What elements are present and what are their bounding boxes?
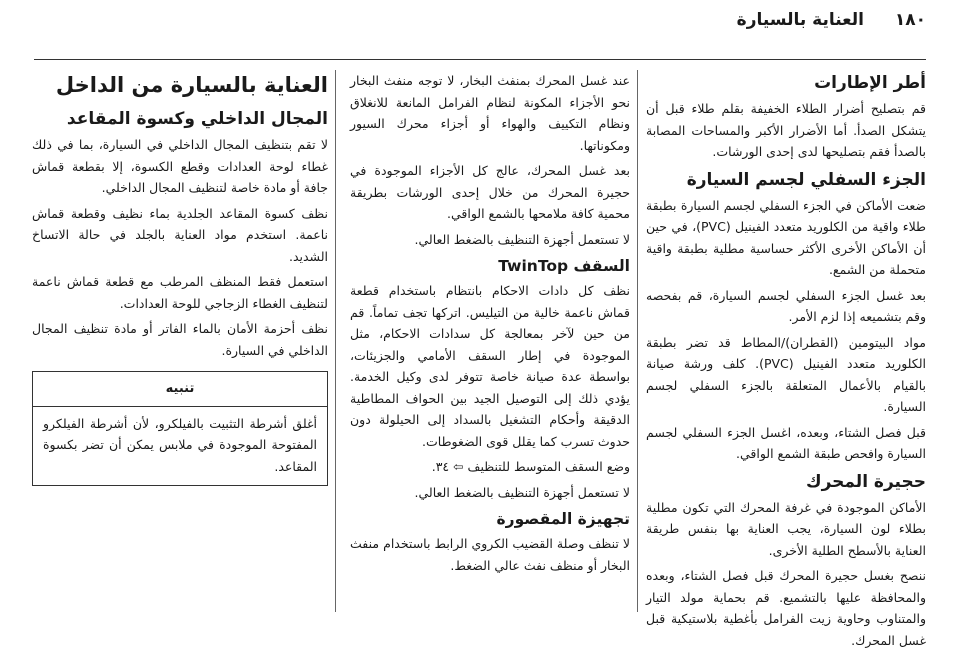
paragraph: بعد غسل المحرك، عالج كل الأجزاء الموجودة في حجيرة المحرك من خلال إحدى الورشات بطريقة محمية كافة ملامحها بالشمع الواقي. bbox=[350, 163, 630, 221]
section-title: العناية بالسيارة من الداخل bbox=[55, 73, 328, 97]
right-column bbox=[646, 70, 926, 655]
heading-twintop: السقف TwinTop bbox=[498, 257, 630, 275]
left-column bbox=[32, 70, 328, 486]
page-title: العناية بالسيارة bbox=[736, 10, 864, 30]
heading-interior: المجال الداخلي وكسوة المقاعد bbox=[66, 109, 328, 129]
header-divider bbox=[34, 59, 926, 60]
paragraph: نظف أحزمة الأمان بالماء الفاتر أو مادة تنظيف المجال الداخلي في السيارة. bbox=[32, 321, 328, 358]
notice-text: أغلق أشرطة التثبيت بالفيلكرو، لأن أشرطة الفيلكرو المفتوحة الموجودة في ملابس يمكن أن تضر بكسوة المقاعد. bbox=[43, 415, 317, 474]
paragraph: لا تقم بتنظيف المجال الداخلي في السيارة، بما في ذلك غطاء لوحة العدادات وقطع الكسوة، إلا بقطعة قماش جافة أو مادة خاصة لتنظيف المجال الداخلي. bbox=[32, 137, 328, 195]
paragraph: استعمل فقط المنظف المرطب مع قطعة قماش ناعمة لتنظيف الغطاء الزجاجي للوحة العدادات. bbox=[32, 274, 328, 311]
heading-underbody: الجزء السفلي لجسم السيارة bbox=[686, 169, 926, 190]
paragraph: لا تستعمل أجهزة التنظيف بالضغط العالي. bbox=[414, 484, 630, 500]
paragraph: مواد البيتومين (القطران)/المطاط قد تضر بطبقة الكلوريد متعدد الفينيل (PVC). كلف ورشة صيانة بالقيام بالأعمال المتعلقة بالجزء السفلي لجسم السيارة. bbox=[646, 334, 926, 414]
paragraph: ضعت الأماكن في الجزء السفلي لجسم السيارة بطبقة طلاء واقية من الكلوريد متعدد الفينيل (PVC)، في حين أن الأماكن الأخرى الأكثر حساسية مطلية بطبقة واقية متحملة من الشمع. bbox=[646, 197, 926, 277]
heading-outer: أطر الإطارات bbox=[814, 73, 926, 93]
paragraph: الأماكن الموجودة في غرفة المحرك التي تكون مطلية بطلاء لون السيارة، يجب العناية بها بنفس طريقة العناية بالأسطح الطلية الأخرى. bbox=[646, 499, 926, 558]
notice-title: تنبيه bbox=[33, 372, 327, 407]
paragraph: وضع السقف المتوسط للتنظيف ⇦ ٣٤. bbox=[431, 459, 630, 474]
column-divider bbox=[637, 70, 638, 612]
paragraph: لا تنظف وصلة القضيب الكروي الرابط باستخدام منفث البخار أو منظف نفث عالي الضغط. bbox=[350, 536, 630, 573]
paragraph: عند غسل المحرك بمنفث البخار، لا توجه منفث البخار نحو الأجزاء المكونة لنظام الفرامل المانعة للانغلاق ونظام التكييف والهواء أو أجزاء محرك السيور ومكوناتها. bbox=[350, 73, 630, 153]
paragraph: لا تستعمل أجهزة التنظيف بالضغط العالي. bbox=[414, 231, 630, 247]
column-divider bbox=[335, 70, 336, 612]
paragraph: ننصح بغسل حجيرة المحرك قبل فصل الشتاء، وبعده والمحافظة عليها بالتشميع. قم بحماية مولد التيار والمتناوب وحاوية زيت الفرامل بأغطية بلاستيكية قبل غسل المحرك. bbox=[646, 568, 926, 648]
heading-engine: حجيرة المحرك bbox=[806, 471, 926, 492]
paragraph: نظف كل دادات الاحكام بانتظام باستخدام قطعة قماش ناعمة خالية من التيليس. اتركها تجف تماماً. قم من حين لآخر بمعالجة كل سدادات الاحكام، مثل الموجودة في إطار السقف الأمامي والجزيئات، بواسطة عدة صيانة خاصة تتوفر لدى وكيل الخدمة. يؤدي ذلك إلى التوصيل الجيد بين الحواف المطاطية الدقيقة وأحكام التشغيل بالسداد إلى الحيلولة دون حدوث تسرب كما يقلل قوى الضغوطات. bbox=[350, 283, 630, 449]
paragraph: قم بتصليح أضرار الطلاء الخفيفة بقلم طلاء قبل أن يتشكل الصدأ. أما الأضرار الأكبر والمساحات المصابة بالصدأ فقم بتصليحها لدى إحدى الورشات. bbox=[646, 101, 926, 159]
heading-cabin: تجهيزة المقصورة bbox=[496, 510, 630, 528]
middle-column bbox=[350, 70, 630, 580]
paragraph: نظف كسوة المقاعد الجلدية بماء نظيف وقطعة قماش ناعمة. استخدم مواد العناية بالجلد في حالة الاتساخ الشديد. bbox=[32, 205, 328, 264]
notice-box bbox=[32, 371, 328, 486]
page-number: ١٨٠ bbox=[894, 10, 926, 30]
paragraph: قبل فصل الشتاء، وبعده، اغسل الجزء السفلي لجسم السيارة وافحص طبقة الشمع الواقي. bbox=[646, 424, 926, 461]
paragraph: بعد غسل الجزء السفلي لجسم السيارة، قم بفحصه وقم بتشميعه إذا لزم الأمر. bbox=[646, 287, 926, 324]
page-header bbox=[34, 10, 926, 36]
